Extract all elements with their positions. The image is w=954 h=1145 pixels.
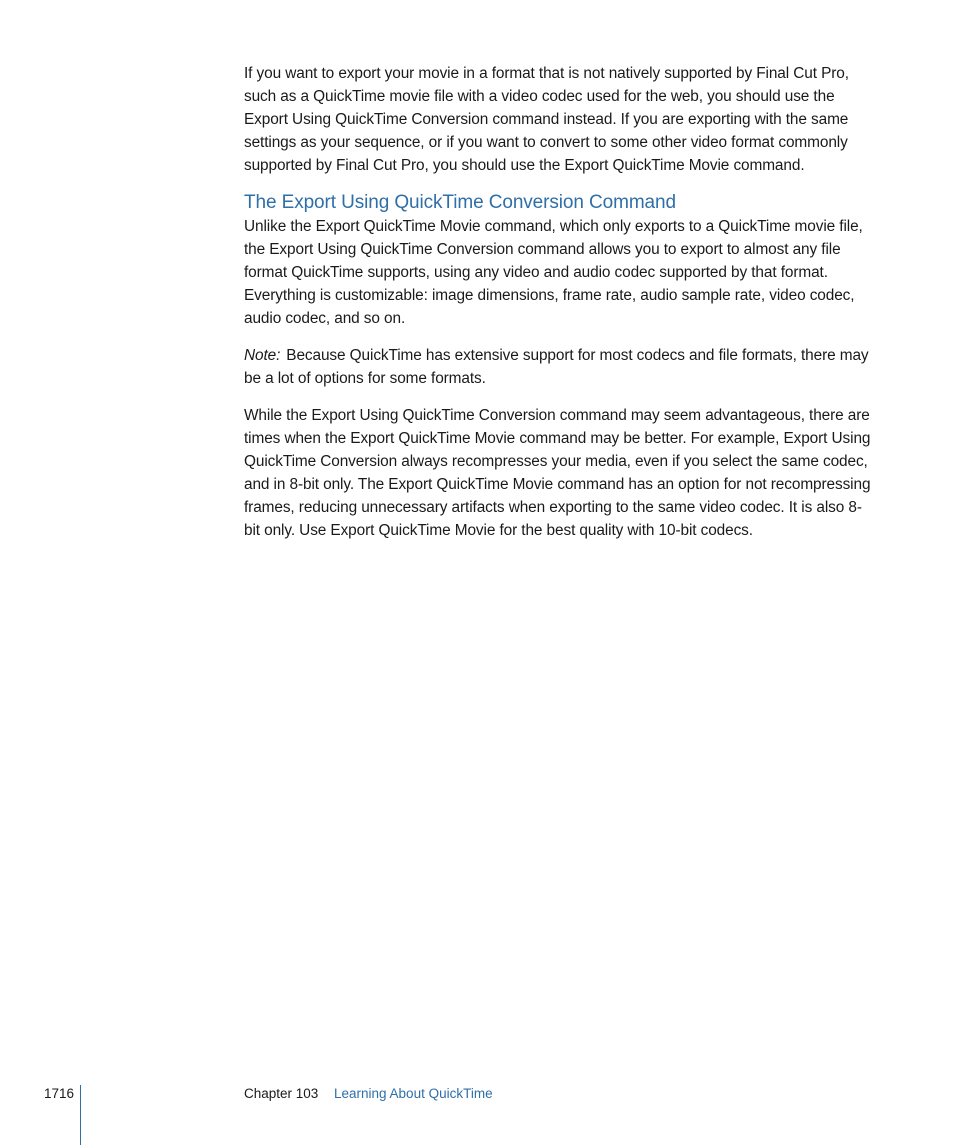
- footer-divider: [80, 1085, 81, 1145]
- note-label: Note:: [244, 347, 281, 364]
- note-paragraph: [244, 344, 876, 390]
- intro-paragraph: If you want to export your movie in a format that is not natively supported by Final Cut Pro, such as a QuickTime movie file with a video codec used for the web, you should use the Export Using QuickTime Conversion command instead. If you are exporting with the same settings as your sequence, or if you want to convert to some other video format commonly supported by Final Cut Pro, you should use the Export QuickTime Movie command.: [244, 65, 849, 174]
- chapter-title: Learning About QuickTime: [334, 1086, 493, 1101]
- final-paragraph: While the Export Using QuickTime Conversion command may seem advantageous, there are times when the Export QuickTime Movie command may be better. For example, Export Using QuickTime Conversion always recompresses your media, even if you select the same codec, and in 8-bit only. The Export QuickTime Movie command has an option for not recompressing frames, reducing unnecessary artifacts when exporting to the same video codec. It is also 8-bit only. Use Export QuickTime Movie for the best quality with 10-bit codecs.: [244, 407, 871, 539]
- chapter-label: Chapter 103: [244, 1086, 319, 1101]
- page-number: 1716: [44, 1086, 75, 1101]
- section-heading: The Export Using QuickTime Conversion Command: [244, 192, 676, 213]
- note-text: Because QuickTime has extensive support for most codecs and file formats, there may be a lot of options for some formats.: [244, 347, 869, 387]
- page-content: [244, 62, 876, 556]
- section-paragraph: Unlike the Export QuickTime Movie command, which only exports to a QuickTime movie file, the Export Using QuickTime Conversion command allows you to export to almost any file format QuickTime supports, using any video and audio codec supported by that format. Everything is customizable: image dimensions, frame rate, audio sample rate, video codec, audio codec, and so on.: [244, 218, 863, 327]
